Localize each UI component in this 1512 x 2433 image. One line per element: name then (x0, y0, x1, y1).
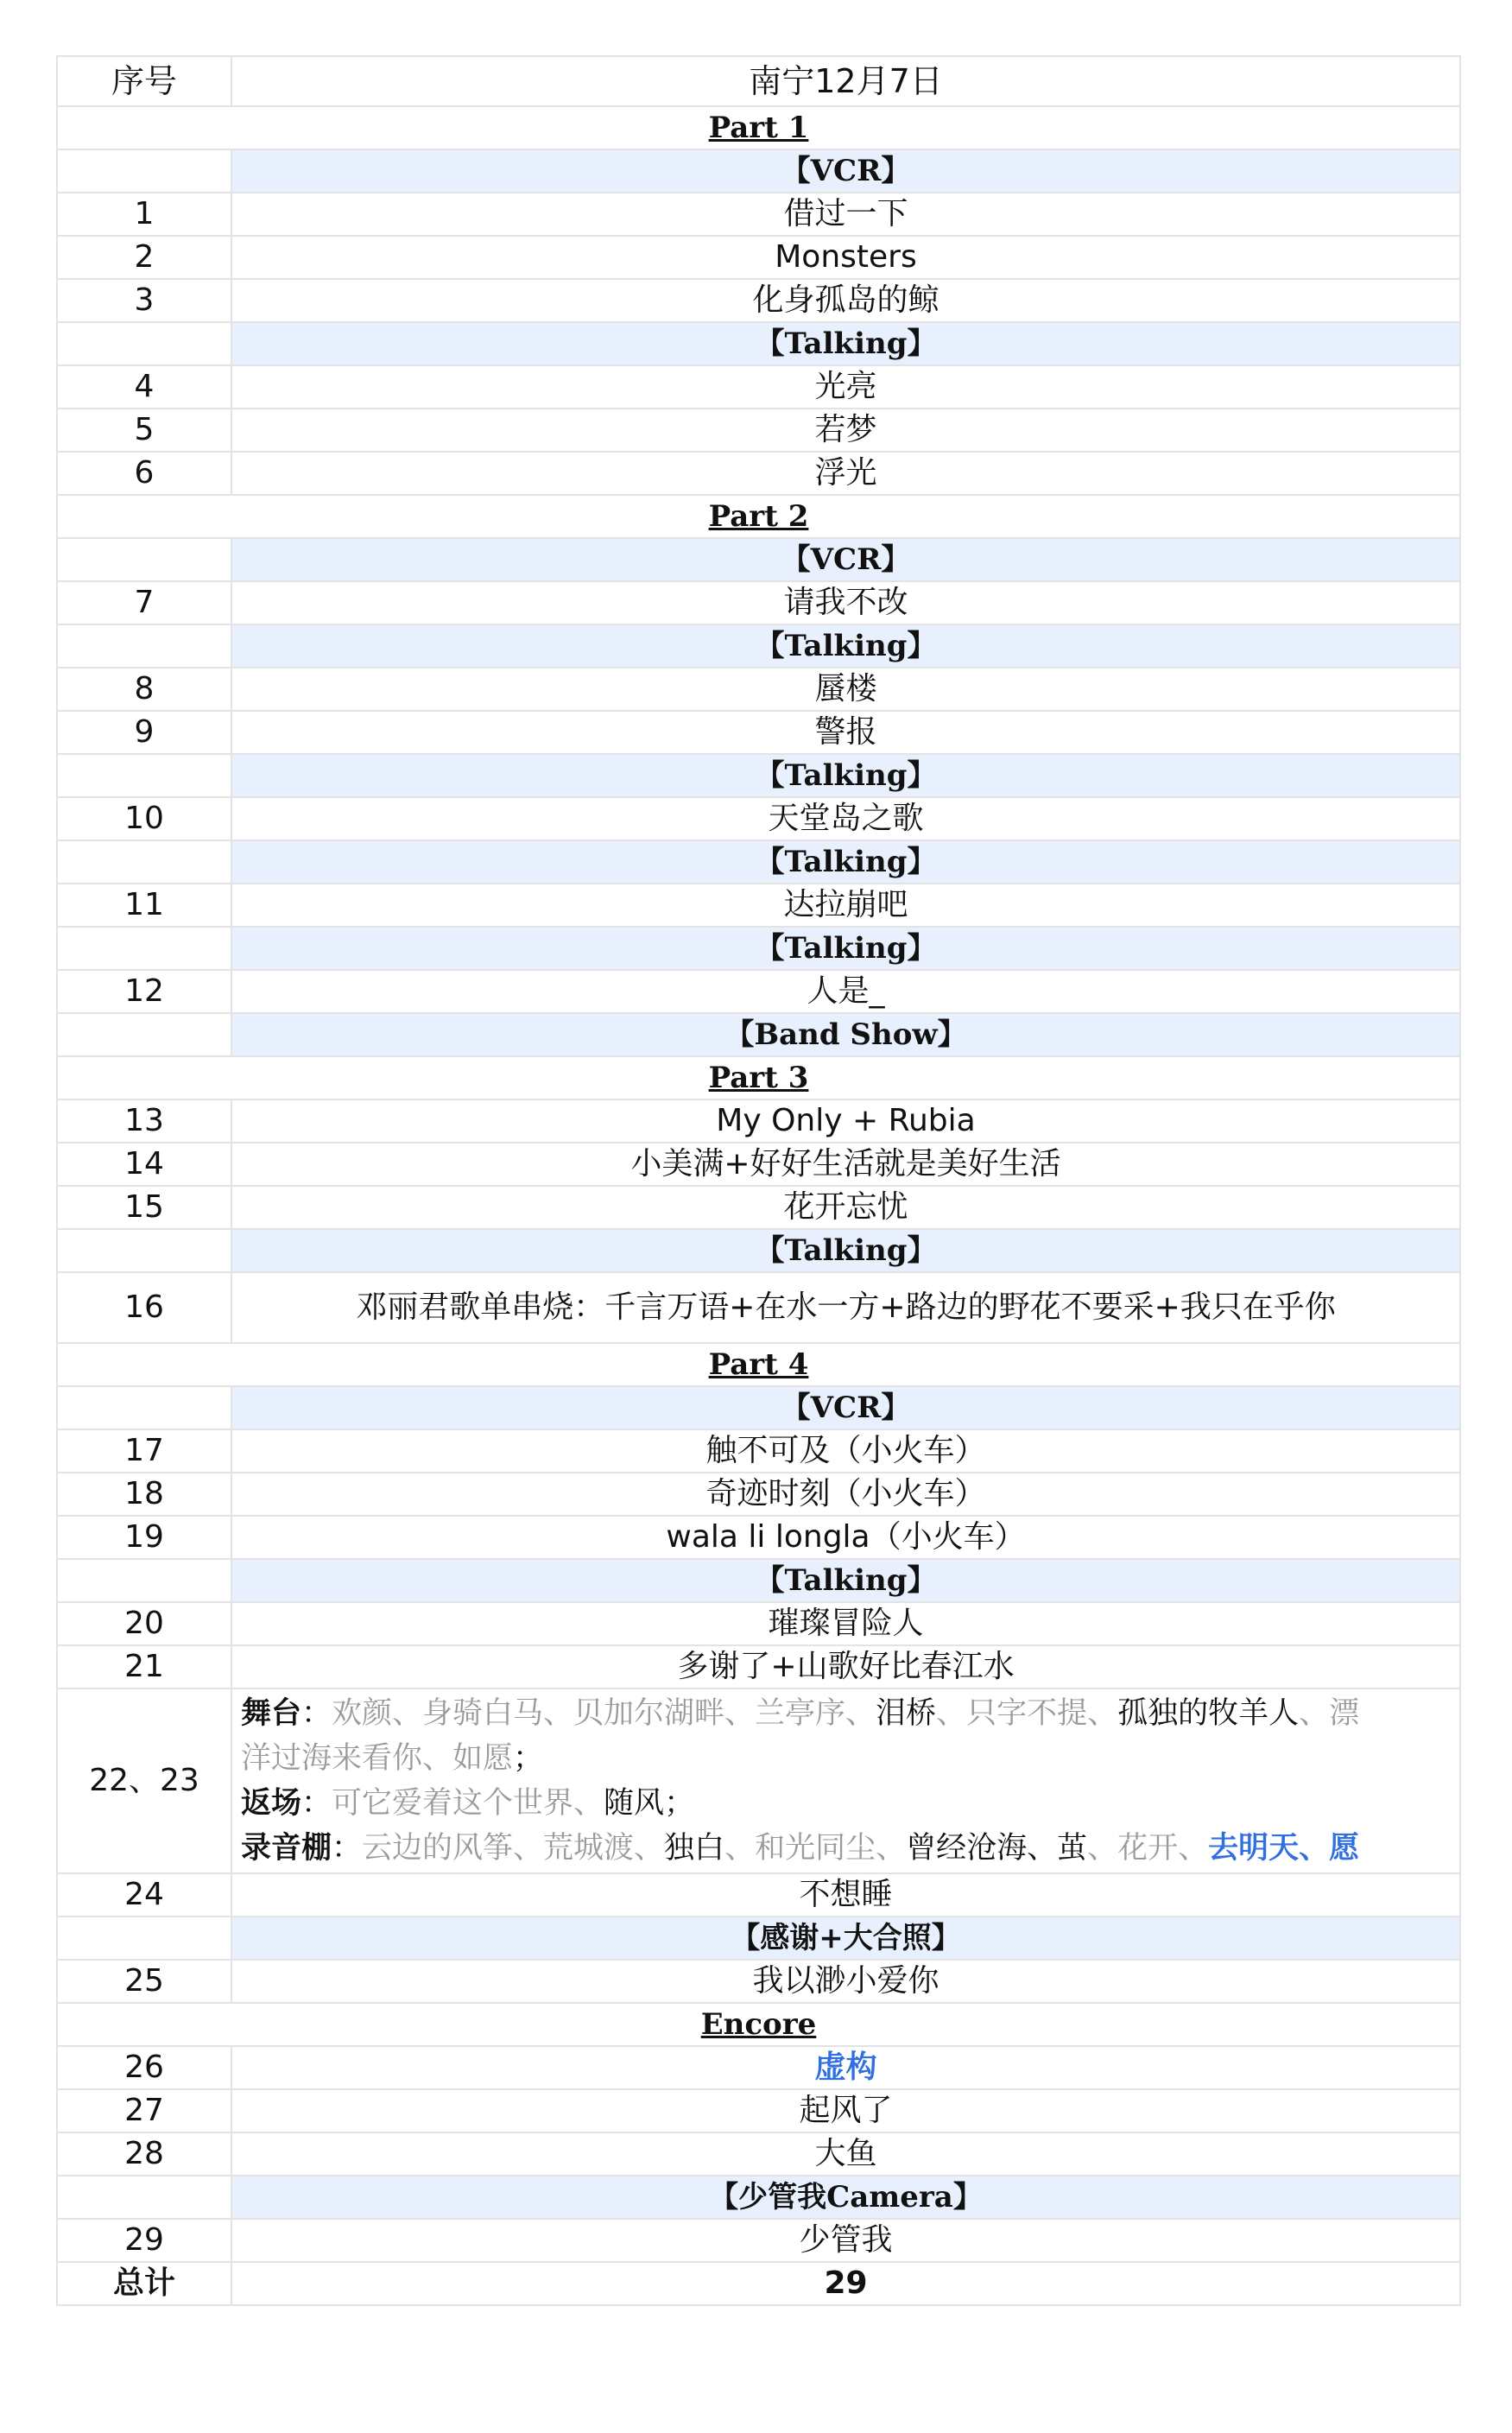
song-row (57, 2089, 1460, 2132)
part-header[interactable]: Part 3 (57, 1056, 1460, 1099)
song-number[interactable]: 21 (57, 1645, 231, 1689)
song-number[interactable]: 4 (57, 365, 231, 409)
segment-number-cell[interactable] (57, 149, 231, 193)
song-row (57, 797, 1460, 840)
medley-line (241, 1826, 1451, 1871)
song-title[interactable]: 璀璨冒险人 (231, 1602, 1460, 1645)
part-header[interactable]: Part 2 (57, 495, 1460, 538)
song-title[interactable]: 警报 (231, 711, 1460, 754)
medley-song-text: 独白 (664, 1831, 725, 1866)
medley-song-text: ； (513, 1741, 544, 1776)
song-title[interactable]: 达拉崩吧 (231, 884, 1460, 927)
medley-song-text: 、和光同尘、 (724, 1831, 907, 1866)
song-number[interactable]: 27 (57, 2089, 231, 2132)
segment-row (57, 1559, 1460, 1602)
song-title[interactable]: 大鱼 (231, 2132, 1460, 2176)
song-title[interactable]: 起风了 (231, 2089, 1460, 2132)
segment-row (57, 1013, 1460, 1056)
song-row (57, 1099, 1460, 1143)
medley-song-text: 、花开、 (1087, 1831, 1209, 1866)
song-number[interactable]: 12 (57, 970, 231, 1013)
part-header[interactable]: Part 4 (57, 1343, 1460, 1386)
song-number[interactable]: 5 (57, 409, 231, 452)
medley-song-text: 洋过海来看你、如愿 (241, 1741, 514, 1776)
segment-number-cell[interactable] (57, 1386, 231, 1429)
medley-line (241, 1781, 1451, 1826)
song-title[interactable]: 虚构 (231, 2046, 1460, 2089)
segment-number-cell[interactable] (57, 754, 231, 797)
segment-row (57, 754, 1460, 797)
song-title[interactable]: 浮光 (231, 452, 1460, 495)
song-title[interactable]: 光亮 (231, 365, 1460, 409)
song-number[interactable]: 19 (57, 1516, 231, 1559)
medley-song-text: ： (332, 1831, 363, 1866)
segment-row (57, 927, 1460, 970)
setlist-body (57, 56, 1460, 2305)
part-header[interactable]: Encore (57, 2003, 1460, 2046)
part-row (57, 495, 1460, 538)
segment-label[interactable]: 【Talking】 (231, 322, 1460, 365)
song-title[interactable]: 奇迹时刻（小火车） (231, 1473, 1460, 1516)
medley-song-text: ： (301, 1696, 332, 1731)
song-row (57, 668, 1460, 711)
segment-number-cell[interactable] (57, 1559, 231, 1602)
song-row (57, 2046, 1460, 2089)
segment-row (57, 1386, 1460, 1429)
segment-label[interactable]: 【Talking】 (231, 754, 1460, 797)
song-row (57, 1272, 1460, 1343)
song-number[interactable]: 25 (57, 1960, 231, 2003)
song-title[interactable]: 不想睡 (231, 1873, 1460, 1917)
song-number[interactable]: 18 (57, 1473, 231, 1516)
song-row (57, 1516, 1460, 1559)
segment-label[interactable]: 【少管我Camera】 (231, 2176, 1460, 2219)
medley-category-label: 录音棚 (241, 1831, 332, 1866)
segment-number-cell[interactable] (57, 927, 231, 970)
song-title[interactable]: 借过一下 (231, 193, 1460, 236)
medley-category-label: 舞台 (241, 1696, 302, 1731)
song-number[interactable]: 11 (57, 884, 231, 927)
medley-row (57, 1689, 1460, 1873)
segment-row (57, 2176, 1460, 2219)
segment-label[interactable]: 【Talking】 (231, 1229, 1460, 1272)
song-title[interactable]: 触不可及（小火车） (231, 1429, 1460, 1473)
song-number[interactable]: 7 (57, 581, 231, 624)
song-row (57, 279, 1460, 322)
song-number[interactable]: 17 (57, 1429, 231, 1473)
song-number[interactable]: 22、23 (57, 1689, 231, 1873)
segment-row (57, 1917, 1460, 1960)
song-number[interactable]: 1 (57, 193, 231, 236)
medley-songs-cell[interactable] (231, 1689, 1460, 1873)
song-row (57, 452, 1460, 495)
header-row (57, 56, 1460, 106)
song-row (57, 1602, 1460, 1645)
song-number[interactable]: 3 (57, 279, 231, 322)
song-row (57, 1873, 1460, 1917)
segment-label[interactable]: 【VCR】 (231, 1386, 1460, 1429)
medley-line (241, 1691, 1451, 1736)
header-number[interactable]: 序号 (57, 56, 231, 106)
segment-label[interactable]: 【Talking】 (231, 927, 1460, 970)
medley-line (241, 1736, 1451, 1781)
song-title[interactable]: Monsters (231, 236, 1460, 279)
song-row (57, 884, 1460, 927)
segment-row (57, 840, 1460, 884)
song-number[interactable]: 13 (57, 1099, 231, 1143)
song-number[interactable]: 26 (57, 2046, 231, 2089)
song-row (57, 1473, 1460, 1516)
segment-number-cell[interactable] (57, 538, 231, 581)
part-row (57, 1056, 1460, 1099)
segment-number-cell[interactable] (57, 624, 231, 668)
song-number[interactable]: 8 (57, 668, 231, 711)
song-number[interactable]: 15 (57, 1186, 231, 1229)
song-number[interactable]: 2 (57, 236, 231, 279)
song-title[interactable]: 若梦 (231, 409, 1460, 452)
medley-category-label: 返场 (241, 1786, 302, 1821)
song-row (57, 581, 1460, 624)
segment-label[interactable]: 【VCR】 (231, 149, 1460, 193)
medley-song-text: 欢颜、身骑白马、贝加尔湖畔、兰亭序、 (332, 1696, 876, 1731)
song-title[interactable]: 蜃楼 (231, 668, 1460, 711)
medley-song-text: 云边的风筝、荒城渡、 (362, 1831, 665, 1866)
segment-label[interactable]: 【感谢+大合照】 (231, 1917, 1460, 1960)
medley-song-text: 随风 (604, 1786, 665, 1821)
segment-label[interactable]: 【Band Show】 (231, 1013, 1460, 1056)
song-title[interactable]: 小美满+好好生活就是美好生活 (231, 1143, 1460, 1186)
segment-number-cell[interactable] (57, 322, 231, 365)
song-title[interactable]: 少管我 (231, 2219, 1460, 2262)
song-row (57, 236, 1460, 279)
segment-label[interactable]: 【Talking】 (231, 1559, 1460, 1602)
song-row (57, 409, 1460, 452)
song-number[interactable]: 6 (57, 452, 231, 495)
song-title[interactable]: 天堂岛之歌 (231, 797, 1460, 840)
setlist-table (56, 55, 1461, 2306)
total-row (57, 2262, 1460, 2305)
song-row (57, 1143, 1460, 1186)
segment-row (57, 1229, 1460, 1272)
song-number[interactable]: 9 (57, 711, 231, 754)
medley-song-text: ： (301, 1786, 332, 1821)
medley-song-text: ； (664, 1786, 695, 1821)
song-title[interactable]: 化身孤岛的鲸 (231, 279, 1460, 322)
segment-row (57, 538, 1460, 581)
song-row (57, 2219, 1460, 2262)
song-title[interactable]: My Only + Rubia (231, 1099, 1460, 1143)
song-row (57, 2132, 1460, 2176)
segment-number-cell[interactable] (57, 840, 231, 884)
song-number[interactable]: 24 (57, 1873, 231, 1917)
segment-number-cell[interactable] (57, 1013, 231, 1056)
song-title[interactable]: 我以渺小爱你 (231, 1960, 1460, 2003)
medley-song-text: 可它爱着这个世界、 (332, 1786, 604, 1821)
medley-song-text: 泪桥 (876, 1696, 937, 1731)
song-title[interactable]: 请我不改 (231, 581, 1460, 624)
medley-song-text: 、漂 (1299, 1696, 1360, 1731)
part-row (57, 2003, 1460, 2046)
part-row (57, 106, 1460, 149)
medley-song-text: 曾经沧海、茧 (906, 1831, 1088, 1866)
song-number[interactable]: 29 (57, 2219, 231, 2262)
medley-song-text: 孤独的牧羊人 (1117, 1696, 1300, 1731)
segment-label[interactable]: 【VCR】 (231, 538, 1460, 581)
segment-row (57, 322, 1460, 365)
song-row (57, 1645, 1460, 1689)
song-number[interactable]: 10 (57, 797, 231, 840)
song-row (57, 1960, 1460, 2003)
song-number[interactable]: 20 (57, 1602, 231, 1645)
medley-song-text: 、只字不提、 (936, 1696, 1118, 1731)
song-number[interactable]: 28 (57, 2132, 231, 2176)
part-row (57, 1343, 1460, 1386)
song-row (57, 193, 1460, 236)
medley-song-text: 去明天、愿 (1208, 1831, 1360, 1866)
song-row (57, 711, 1460, 754)
segment-row (57, 624, 1460, 668)
song-title[interactable]: 人是_ (231, 970, 1460, 1013)
song-title[interactable]: 多谢了+山歌好比春江水 (231, 1645, 1460, 1689)
song-row (57, 365, 1460, 409)
segment-row (57, 149, 1460, 193)
song-number[interactable]: 14 (57, 1143, 231, 1186)
header-concert-title[interactable]: 南宁12月7日 (231, 56, 1460, 106)
song-title[interactable]: 花开忘忧 (231, 1186, 1460, 1229)
song-title[interactable]: wala li longla（小火车） (231, 1516, 1460, 1559)
total-count[interactable]: 29 (231, 2262, 1460, 2305)
segment-number-cell[interactable] (57, 2176, 231, 2219)
song-number[interactable]: 16 (57, 1272, 231, 1343)
song-row (57, 1429, 1460, 1473)
part-header[interactable]: Part 1 (57, 106, 1460, 149)
song-row (57, 1186, 1460, 1229)
song-title[interactable]: 邓丽君歌单串烧：千言万语+在水一方+路边的野花不要采+我只在乎你 (231, 1272, 1460, 1343)
segment-number-cell[interactable] (57, 1917, 231, 1960)
song-row (57, 970, 1460, 1013)
segment-label[interactable]: 【Talking】 (231, 624, 1460, 668)
segment-label[interactable]: 【Talking】 (231, 840, 1460, 884)
total-label[interactable]: 总计 (57, 2262, 231, 2305)
segment-number-cell[interactable] (57, 1229, 231, 1272)
